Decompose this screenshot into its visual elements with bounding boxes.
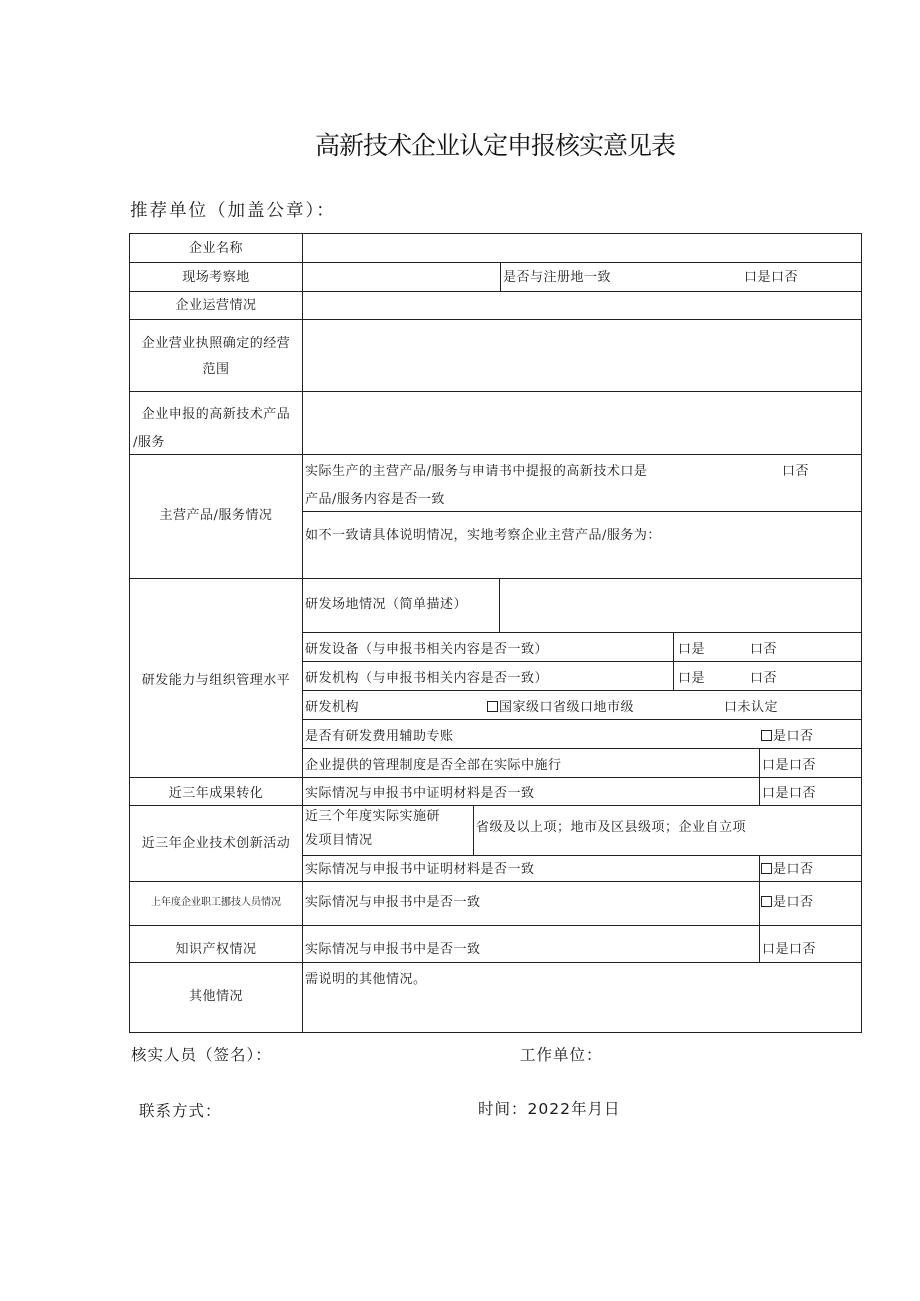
rd-equipment-no[interactable]: 口否	[750, 642, 778, 657]
innovation-project-levels[interactable]: 省级及以上项；地市及区县级项；企业自立项	[476, 820, 747, 835]
rd-institution-label: 研发机构	[305, 700, 360, 715]
site-visit-field[interactable]	[304, 264, 499, 290]
main-products-explain-prompt: 如不一致请具体说明情况，实地考察企业主营产品/服务为：	[305, 528, 661, 543]
staff-options-text: 是口否	[773, 895, 814, 910]
rd-institution-levels[interactable]	[487, 695, 634, 721]
ip-question: 实际情况与申报书中是否一致	[305, 942, 481, 957]
achievements-question: 实际情况与申报书中证明材料是否一致	[305, 786, 535, 801]
license-scope-label-line2: 范围	[202, 362, 230, 377]
checkbox-icon[interactable]	[761, 863, 772, 874]
rd-institution-match-question: 研发机构（与申报书相关内容是否一致）	[305, 671, 549, 686]
rd-site-label: 研发场地情况（简单描述）	[305, 597, 468, 612]
achievements-options[interactable]: 口是口否	[762, 786, 817, 801]
staff-options[interactable]	[761, 890, 814, 916]
ip-options[interactable]: 口是口否	[762, 942, 817, 957]
rd-ledger-options-text: 是口否	[773, 729, 814, 744]
other-field[interactable]	[304, 994, 860, 1031]
management-question: 企业提供的管理制度是否全部在实际中施行	[305, 758, 562, 773]
registered-address-question: 是否与注册地一致	[503, 270, 612, 285]
rd-institution-levels-text: 国家级口省级口地市级	[499, 700, 635, 715]
company-name-label: 企业名称	[188, 241, 243, 256]
contact-label: 联系方式：	[139, 1102, 222, 1120]
page-title: 高新技术企业认定申报核实意见表	[314, 131, 675, 160]
other-note: 需说明的其他情况。	[305, 972, 427, 987]
innovation-options[interactable]	[761, 857, 814, 883]
declared-products-label-line1: 企业申报的高新技术产品	[141, 407, 291, 422]
declared-products-field[interactable]	[304, 393, 860, 453]
recommender-label: 推荐单位（加盖公章）：	[130, 201, 336, 221]
registered-address-options[interactable]: 口是口否	[744, 270, 799, 285]
management-options[interactable]: 口是口否	[762, 758, 817, 773]
staff-label: 上年度企业职工挪技人员情况	[151, 897, 281, 908]
innovation-options-text: 是口否	[773, 862, 814, 877]
innovation-projects-line1: 近三个年度实际实施研	[305, 809, 441, 824]
rd-capability-label: 研发能力与组织管理水平	[141, 673, 291, 688]
verifier-signature-label: 核实人员（签名）：	[131, 1046, 272, 1064]
rd-equipment-yes[interactable]: 口是	[678, 642, 706, 657]
main-products-question-line2: 产品/服务内容是否一致	[305, 492, 445, 507]
company-name-field[interactable]	[304, 235, 860, 261]
rd-ledger-question: 是否有研发费用辅助专账	[305, 729, 454, 744]
declared-products-label-line2: /服务	[133, 435, 165, 450]
rd-equipment-question: 研发设备（与申报书相关内容是否一致）	[305, 642, 549, 657]
innovation-question: 实际情况与申报书中证明材料是否一致	[305, 862, 535, 877]
rd-site-field[interactable]	[501, 580, 860, 631]
checkbox-icon[interactable]	[761, 730, 772, 741]
rd-institution-unrated[interactable]: 口未认定	[724, 700, 779, 715]
license-scope-field[interactable]	[304, 321, 860, 390]
innovation-projects-line2: 发项目情况	[305, 833, 373, 848]
innovation-label: 近三年企业技术创新活动	[141, 836, 291, 851]
work-unit-label: 工作单位：	[520, 1046, 603, 1064]
license-scope-label-line1: 企业营业执照确定的经营	[141, 336, 291, 351]
date-label: 时间：2022年月日	[478, 1100, 621, 1118]
checkbox-icon[interactable]	[761, 896, 772, 907]
achievements-label: 近三年成果转化	[168, 786, 264, 801]
operation-field[interactable]	[304, 293, 860, 318]
ip-label: 知识产权情况	[175, 942, 257, 957]
checkbox-icon[interactable]	[487, 701, 498, 712]
main-products-question-line1: 实际生产的主营产品/服务与申请书中提报的高新技术口是	[305, 464, 648, 479]
main-products-label: 主营产品/服务情况	[159, 508, 273, 523]
rd-institution-match-no[interactable]: 口否	[750, 671, 778, 686]
site-visit-label: 现场考察地	[182, 270, 250, 285]
operation-label: 企业运营情况	[175, 298, 257, 313]
staff-question: 实际情况与申报书中是否一致	[305, 895, 481, 910]
rd-ledger-options[interactable]	[761, 724, 814, 750]
main-products-no-option[interactable]: 口否	[782, 464, 810, 479]
rd-institution-match-yes[interactable]: 口是	[678, 671, 706, 686]
other-label: 其他情况	[188, 989, 243, 1004]
